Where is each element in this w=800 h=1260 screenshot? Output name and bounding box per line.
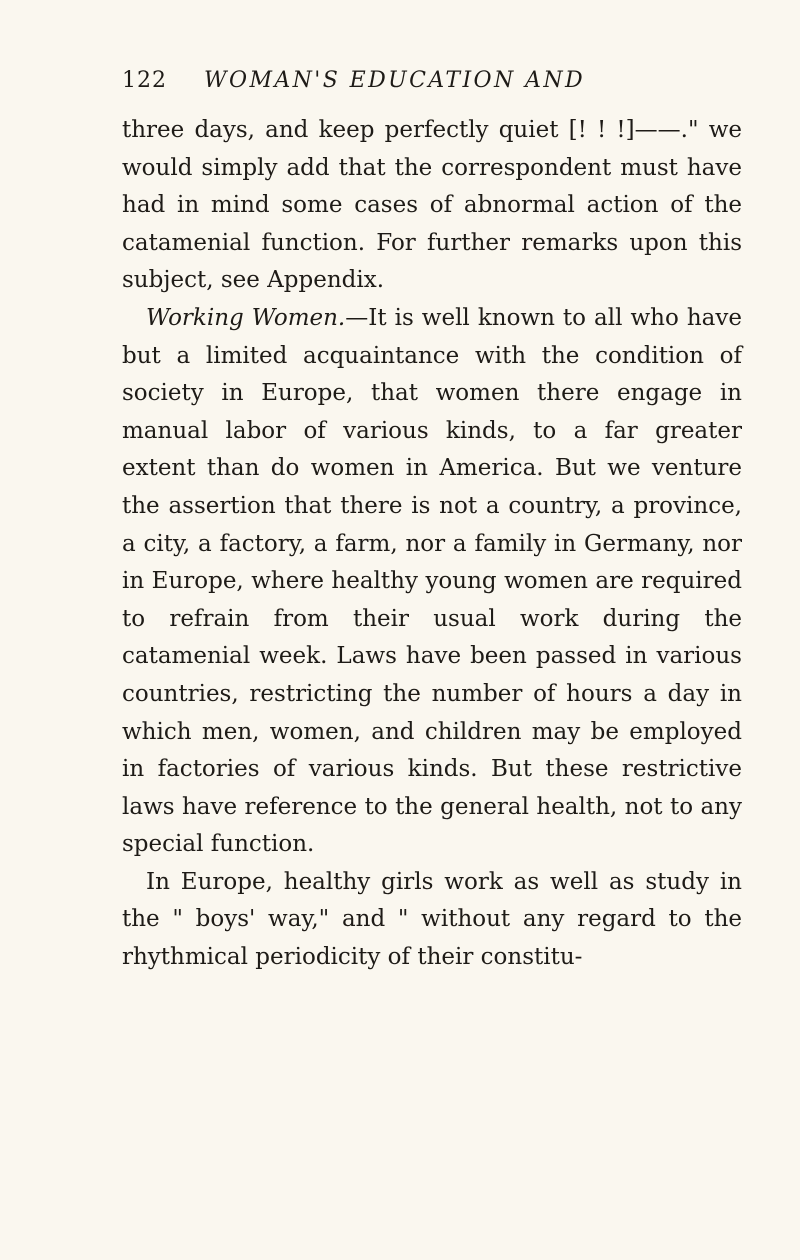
- paragraph-2-text: —It is well known to all who have but a limited acquaintance with the condition of society in Europe, that women there engage in manual labor of various kinds, to a far greater extent than do women in America. But we venture the assertion that there is not a country, a province, a city, a factory, a farm, nor a family in Germany, nor in Europe, where healthy young women are required to refrain from their usual work during the catamenial week. Laws have been passed in various countries, restricting the number of hours a day in which men, women, and children may be employed in factories of various kinds. But these restrictive laws have reference to the general health, not to any special function.: [122, 304, 742, 858]
- running-title: WOMAN'S EDUCATION AND: [204, 68, 586, 93]
- paragraph-2-heading: Working Women.: [146, 304, 346, 331]
- paragraph-1: three days, and keep perfectly quiet [! ! !]——." we would simply add that the correspondent must have had in mind some cases of abnormal action of the catamenial function. For further remarks upon this subject, see Appendix.: [122, 117, 742, 294]
- body-text: [122, 112, 742, 977]
- page-number: 122: [122, 68, 167, 93]
- paragraph-2: [122, 300, 742, 864]
- running-head: [122, 66, 742, 96]
- paragraph-3: In Europe, healthy girls work as well as study in the " boys' way," and " without any regard to the rhythmical periodicity of their constitu-: [122, 868, 742, 971]
